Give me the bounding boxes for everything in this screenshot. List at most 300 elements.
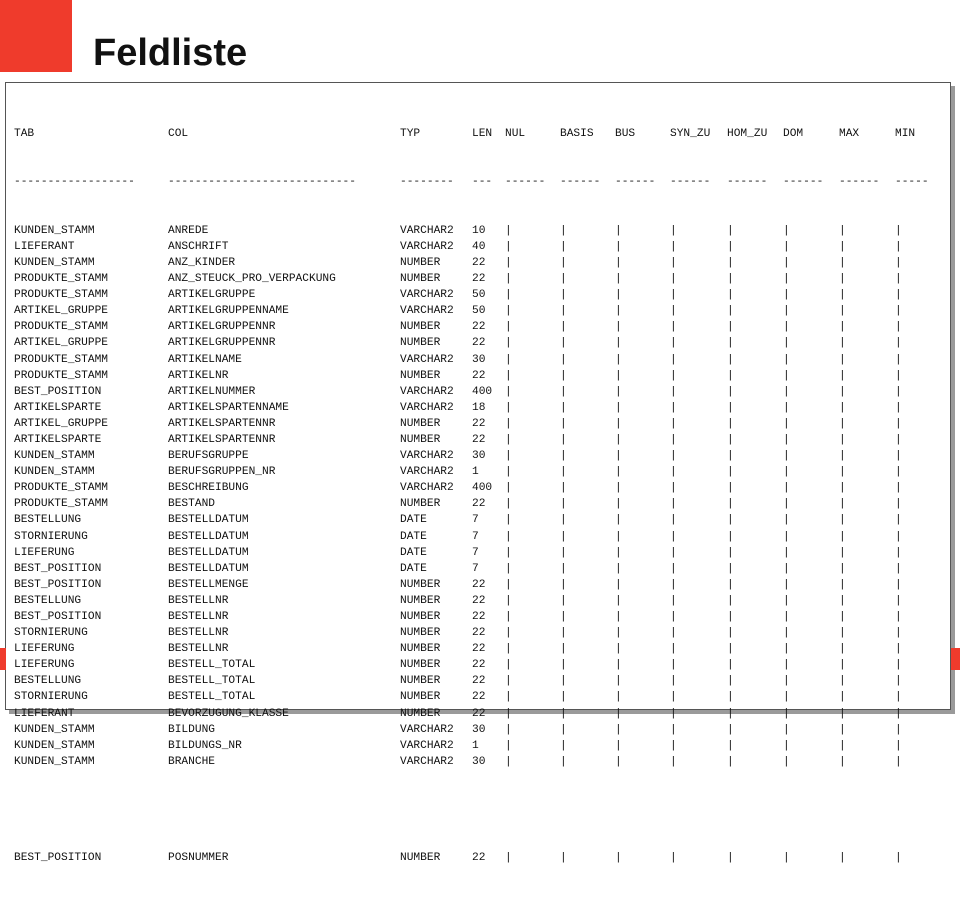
cell-hom-zu: | [727,546,734,559]
cell-bus: | [615,707,622,720]
cell-nul: | [505,691,512,704]
cell-min: | [895,256,902,269]
cell-bus: | [615,466,622,479]
cell-hom-zu: | [727,691,734,704]
header-dom: DOM [783,128,804,141]
cell-hom-zu: | [727,450,734,463]
cell-nul: | [505,675,512,688]
cell-hom-zu: | [727,643,734,656]
cell-hom-zu: | [727,466,734,479]
separator-col: ---------------------------- [168,176,356,189]
cell-hom-zu: | [727,594,734,607]
cell-col: ARTIKELGRUPPENNR [168,321,276,334]
cell-hom-zu: | [727,611,734,623]
cell-basis: | [560,337,567,350]
separator-hom-zu: ------ [727,176,768,189]
cell-bus: | [615,433,622,446]
cell-tab: STORNIERUNG [14,627,88,640]
separator-tab: ------------------ [14,176,135,189]
cell-min: | [895,707,902,720]
cell-col: ARTIKELNUMMER [168,385,256,398]
cell-col: BERUFSGRUPPE [168,450,249,463]
cell-max: | [839,691,846,704]
cell-dom: | [783,546,790,559]
cell-tab: LIEFERUNG [14,643,75,656]
cell-syn-zu: | [670,256,677,269]
cell-nul: | [505,707,512,720]
cell-bus: | [615,273,622,286]
cell-hom-zu: | [727,707,734,720]
cell-bus: | [615,755,622,768]
field-list-panel [5,82,951,865]
cell-nul: | [505,546,512,559]
cell-max: | [839,321,846,334]
cell-typ: VARCHAR2 [400,305,454,318]
separator-len: --- [472,176,493,189]
separator-dom: ------ [783,176,824,189]
cell-max: | [839,675,846,688]
table-row [14,722,935,738]
cell-syn-zu: | [670,659,677,672]
cell-col: BEVORZUGUNG_KLASSE [168,707,289,720]
cell-tab: BEST_POSITION [14,578,102,591]
cell-syn-zu: | [670,401,677,414]
cell-dom: | [783,305,790,318]
cell-tab: BEST_POSITION [14,385,102,398]
cell-hom-zu: | [727,578,734,591]
cell-dom: | [783,353,790,366]
cell-min: | [895,562,902,575]
cell-dom: | [783,659,790,672]
cell-hom-zu: | [727,385,734,398]
cell-min: | [895,466,902,479]
cell-min: | [895,739,902,752]
cell-syn-zu: | [670,739,677,752]
cell-tab: ARTIKEL_GRUPPE [14,305,108,318]
cell-dom: | [783,273,790,286]
cell-len: 50 [472,305,486,318]
table-row [14,689,935,705]
cell-syn-zu: | [670,273,677,286]
cell-tab: KUNDEN_STAMM [14,739,95,752]
listing-separator-row [14,174,935,190]
accent-band-right [951,648,960,670]
cell-basis: | [560,611,567,623]
cell-len: 22 [472,659,486,672]
cell-dom: | [783,675,790,688]
header-syn-zu: SYN_ZU [670,128,711,141]
cell-col: ANZ_KINDER [168,256,236,269]
cell-col: ANSCHRIFT [168,240,229,253]
cell-hom-zu: | [727,498,734,511]
cell-syn-zu: | [670,224,677,237]
cell-dom: | [783,240,790,253]
cell-typ: DATE [400,530,427,543]
cell-hom-zu: | [727,321,734,334]
cell-syn-zu: | [670,289,677,302]
cell-max: | [839,562,846,575]
cell-typ: VARCHAR2 [400,401,454,414]
cell-max: | [839,578,846,591]
cell-tab: KUNDEN_STAMM [14,466,95,479]
cell-syn-zu: | [670,321,677,334]
cell-basis: | [560,707,567,720]
cell-typ: NUMBER [400,675,441,688]
cell-nul: | [505,723,512,736]
cell-nul: | [505,530,512,543]
cell-col: ARTIKELGRUPPENNR [168,337,276,350]
cell-min: | [895,594,902,607]
cell-tab: ARTIKEL_GRUPPE [14,417,108,430]
cell-nul: | [505,369,512,382]
cell-tab: KUNDEN_STAMM [14,224,95,237]
cell-basis: | [560,578,567,591]
cell-dom: | [783,385,790,398]
cell-hom-zu: | [727,739,734,752]
cell-basis: | [560,514,567,527]
cell-max: | [839,594,846,607]
cell-len: 22 [472,578,486,591]
table-row [14,335,935,351]
cell-min: | [895,417,902,430]
cell-syn-zu: | [670,482,677,495]
table-row [14,384,935,400]
cell-typ: NUMBER [400,627,441,640]
cell-col: BILDUNG [168,723,215,736]
separator-syn-zu: ------ [670,176,711,189]
cell-col: ARTIKELSPARTENNR [168,417,276,430]
cell-hom-zu: | [727,256,734,269]
cell-nul: | [505,739,512,752]
cell-col: BESTELL_TOTAL [168,691,256,704]
cell-nul: | [505,594,512,607]
cell-bus: | [615,337,622,350]
cell-min: | [895,546,902,559]
cell-dom: | [783,417,790,430]
cell-nul: | [505,482,512,495]
cell-typ: VARCHAR2 [400,755,454,768]
header-len: LEN [472,128,493,141]
cell-basis: | [560,546,567,559]
cell-basis: | [560,852,567,865]
table-row [14,754,935,770]
cell-nul: | [505,755,512,768]
field-list-listing [14,94,935,899]
cell-min: | [895,578,902,591]
cell-bus: | [615,852,622,865]
cell-basis: | [560,369,567,382]
cell-max: | [839,643,846,656]
cell-col: BRANCHE [168,755,215,768]
cell-len: 22 [472,498,486,511]
cell-bus: | [615,594,622,607]
cell-bus: | [615,305,622,318]
cell-dom: | [783,498,790,511]
table-row [14,432,935,448]
cell-typ: NUMBER [400,852,441,865]
cell-tab: LIEFERANT [14,240,75,253]
cell-typ: NUMBER [400,498,441,511]
cell-col: BESTAND [168,498,215,511]
cell-syn-zu: | [670,691,677,704]
cell-syn-zu: | [670,369,677,382]
cell-typ: DATE [400,546,427,559]
cell-len: 50 [472,289,486,302]
cell-min: | [895,337,902,350]
cell-typ: NUMBER [400,707,441,720]
cell-max: | [839,369,846,382]
cell-dom: | [783,482,790,495]
cell-col: BESTELLDATUM [168,546,249,559]
cell-min: | [895,401,902,414]
cell-tab: BEST_POSITION [14,611,102,623]
cell-typ: NUMBER [400,691,441,704]
cell-hom-zu: | [727,627,734,640]
cell-dom: | [783,852,790,865]
cell-syn-zu: | [670,643,677,656]
cell-syn-zu: | [670,498,677,511]
cell-nul: | [505,852,512,865]
cell-min: | [895,433,902,446]
cell-tab: ARTIKEL_GRUPPE [14,337,108,350]
cell-dom: | [783,514,790,527]
cell-len: 22 [472,256,486,269]
cell-basis: | [560,739,567,752]
cell-tab: PRODUKTE_STAMM [14,321,108,334]
cell-dom: | [783,627,790,640]
cell-bus: | [615,498,622,511]
cell-min: | [895,643,902,656]
cell-max: | [839,466,846,479]
cell-typ: NUMBER [400,273,441,286]
cell-bus: | [615,240,622,253]
cell-syn-zu: | [670,530,677,543]
header-basis: BASIS [560,128,594,141]
cell-dom: | [783,256,790,269]
cell-typ: VARCHAR2 [400,450,454,463]
cell-bus: | [615,482,622,495]
table-row [14,561,935,577]
cell-hom-zu: | [727,417,734,430]
cell-col: BESTELLNR [168,643,229,656]
table-row [14,255,935,271]
cell-syn-zu: | [670,433,677,446]
cell-typ: NUMBER [400,337,441,350]
cell-len: 30 [472,353,486,366]
cell-len: 22 [472,594,486,607]
cell-syn-zu: | [670,305,677,318]
cell-basis: | [560,353,567,366]
cell-tab: BEST_POSITION [14,562,102,575]
cell-syn-zu: | [670,450,677,463]
cell-dom: | [783,562,790,575]
cell-nul: | [505,611,512,623]
cell-min: | [895,224,902,237]
cell-col: BESTELLDATUM [168,514,249,527]
cell-min: | [895,450,902,463]
cell-len: 7 [472,514,479,527]
cell-basis: | [560,273,567,286]
cell-dom: | [783,530,790,543]
cell-nul: | [505,562,512,575]
cell-min: | [895,305,902,318]
cell-dom: | [783,594,790,607]
cell-bus: | [615,321,622,334]
cell-max: | [839,498,846,511]
slide-title: Feldliste [93,32,248,74]
cell-col: ANZ_STEUCK_PRO_VERPACKUNG [168,273,336,286]
cell-basis: | [560,482,567,495]
cell-bus: | [615,627,622,640]
cell-col: BESTELL_TOTAL [168,675,256,688]
cell-col: ANREDE [168,224,209,237]
table-row [14,545,935,561]
cell-hom-zu: | [727,401,734,414]
cell-typ: VARCHAR2 [400,353,454,366]
cell-bus: | [615,385,622,398]
listing-blank-line [14,802,935,818]
cell-bus: | [615,611,622,623]
separator-basis: ------ [560,176,601,189]
cell-max: | [839,305,846,318]
table-row [14,448,935,464]
cell-bus: | [615,562,622,575]
cell-basis: | [560,466,567,479]
cell-hom-zu: | [727,675,734,688]
cell-max: | [839,723,846,736]
cell-min: | [895,240,902,253]
cell-tab: PRODUKTE_STAMM [14,482,108,495]
cell-len: 400 [472,385,493,398]
cell-bus: | [615,530,622,543]
cell-bus: | [615,224,622,237]
cell-syn-zu: | [670,240,677,253]
cell-basis: | [560,594,567,607]
cell-len: 7 [472,546,479,559]
cell-basis: | [560,659,567,672]
cell-typ: VARCHAR2 [400,739,454,752]
cell-min: | [895,385,902,398]
cell-basis: | [560,240,567,253]
cell-dom: | [783,369,790,382]
table-row [14,319,935,335]
cell-nul: | [505,643,512,656]
listing-trailing-row [14,850,935,866]
cell-typ: NUMBER [400,611,441,623]
cell-nul: | [505,385,512,398]
cell-typ: NUMBER [400,321,441,334]
cell-hom-zu: | [727,482,734,495]
cell-basis: | [560,321,567,334]
cell-len: 22 [472,627,486,640]
cell-min: | [895,273,902,286]
cell-max: | [839,433,846,446]
cell-bus: | [615,256,622,269]
cell-dom: | [783,643,790,656]
cell-len: 18 [472,401,486,414]
header-nul: NUL [505,128,526,141]
cell-bus: | [615,546,622,559]
table-row [14,673,935,689]
table-row [14,400,935,416]
table-row [14,512,935,528]
cell-max: | [839,385,846,398]
cell-max: | [839,659,846,672]
cell-hom-zu: | [727,530,734,543]
header-max: MAX [839,128,860,141]
cell-max: | [839,482,846,495]
cell-max: | [839,273,846,286]
table-row [14,529,935,545]
cell-len: 22 [472,417,486,430]
table-row [14,416,935,432]
cell-max: | [839,852,846,865]
cell-typ: NUMBER [400,659,441,672]
cell-len: 22 [472,337,486,350]
cell-len: 1 [472,739,479,752]
cell-col: BILDUNGS_NR [168,739,242,752]
cell-typ: VARCHAR2 [400,289,454,302]
cell-max: | [839,256,846,269]
cell-nul: | [505,353,512,366]
cell-hom-zu: | [727,305,734,318]
cell-min: | [895,675,902,688]
cell-basis: | [560,289,567,302]
cell-min: | [895,514,902,527]
cell-basis: | [560,401,567,414]
cell-basis: | [560,530,567,543]
cell-basis: | [560,675,567,688]
cell-len: 22 [472,675,486,688]
cell-tab: PRODUKTE_STAMM [14,273,108,286]
cell-bus: | [615,289,622,302]
cell-hom-zu: | [727,852,734,865]
header-tab: TAB [14,128,35,141]
cell-max: | [839,627,846,640]
cell-nul: | [505,466,512,479]
cell-len: 10 [472,224,486,237]
cell-col: ARTIKELGRUPPE [168,289,256,302]
cell-col: BESCHREIBUNG [168,482,249,495]
table-row [14,480,935,496]
cell-max: | [839,707,846,720]
cell-col: ARTIKELNR [168,369,229,382]
cell-min: | [895,530,902,543]
cell-syn-zu: | [670,723,677,736]
cell-nul: | [505,321,512,334]
cell-dom: | [783,611,790,623]
separator-nul: ------ [505,176,546,189]
cell-col: ARTIKELNAME [168,353,242,366]
cell-syn-zu: | [670,385,677,398]
cell-bus: | [615,739,622,752]
cell-col: BESTELLNR [168,627,229,640]
cell-bus: | [615,578,622,591]
header-hom-zu: HOM_ZU [727,128,768,141]
cell-dom: | [783,401,790,414]
cell-syn-zu: | [670,466,677,479]
cell-dom: | [783,578,790,591]
cell-tab: PRODUKTE_STAMM [14,369,108,382]
cell-min: | [895,755,902,768]
cell-tab: KUNDEN_STAMM [14,450,95,463]
cell-max: | [839,224,846,237]
cell-min: | [895,852,902,865]
cell-hom-zu: | [727,755,734,768]
table-row [14,706,935,722]
cell-tab: KUNDEN_STAMM [14,723,95,736]
cell-max: | [839,546,846,559]
